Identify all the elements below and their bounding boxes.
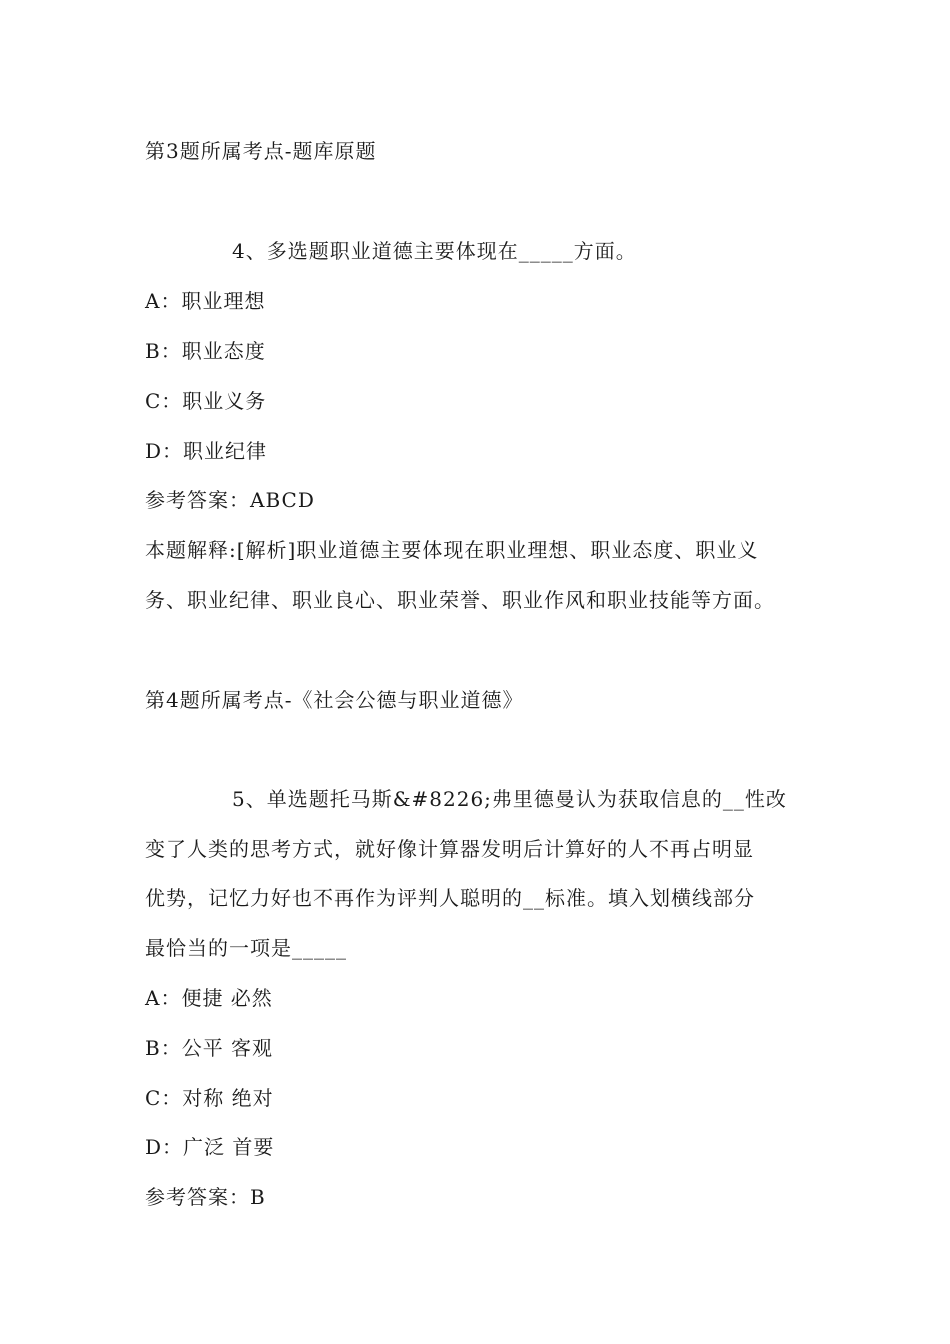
q4-explanation-line-1: 本题解释:[解析]职业道德主要体现在职业理想、职业态度、职业义 bbox=[145, 538, 759, 562]
q4-option-b: B：职业态度 bbox=[145, 339, 266, 363]
q3-topic: 第3题所属考点-题库原题 bbox=[145, 139, 377, 163]
q5-option-c: C：对称 绝对 bbox=[145, 1086, 274, 1110]
q5-option-a: A：便捷 必然 bbox=[145, 986, 273, 1010]
q5-stem-line-2: 变了人类的思考方式，就好像计算器发明后计算好的人不再占明显 bbox=[145, 837, 754, 861]
q4-answer: 参考答案：ABCD bbox=[145, 488, 315, 512]
q5-option-d: D：广泛 首要 bbox=[145, 1135, 275, 1159]
q4-option-a: A：职业理想 bbox=[145, 289, 266, 313]
q5-stem-line-4: 最恰当的一项是_____ bbox=[145, 936, 347, 960]
q5-answer: 参考答案：B bbox=[145, 1185, 266, 1209]
q4-topic: 第4题所属考点-《社会公德与职业道德》 bbox=[145, 688, 524, 712]
q4-stem: 4、多选题职业道德主要体现在_____方面。 bbox=[232, 239, 637, 263]
q4-explanation-line-2: 务、职业纪律、职业良心、职业荣誉、职业作风和职业技能等方面。 bbox=[145, 588, 775, 612]
q4-option-d: D：职业纪律 bbox=[145, 439, 268, 463]
q5-option-b: B：公平 客观 bbox=[145, 1036, 274, 1060]
q4-option-c: C：职业义务 bbox=[145, 389, 267, 413]
q5-stem-line-3: 优势，记忆力好也不再作为评判人聪明的__标准。填入划横线部分 bbox=[145, 886, 755, 910]
q5-stem-line-1: 5、单选题托马斯&#8226;弗里德曼认为获取信息的__性改 bbox=[232, 787, 787, 811]
